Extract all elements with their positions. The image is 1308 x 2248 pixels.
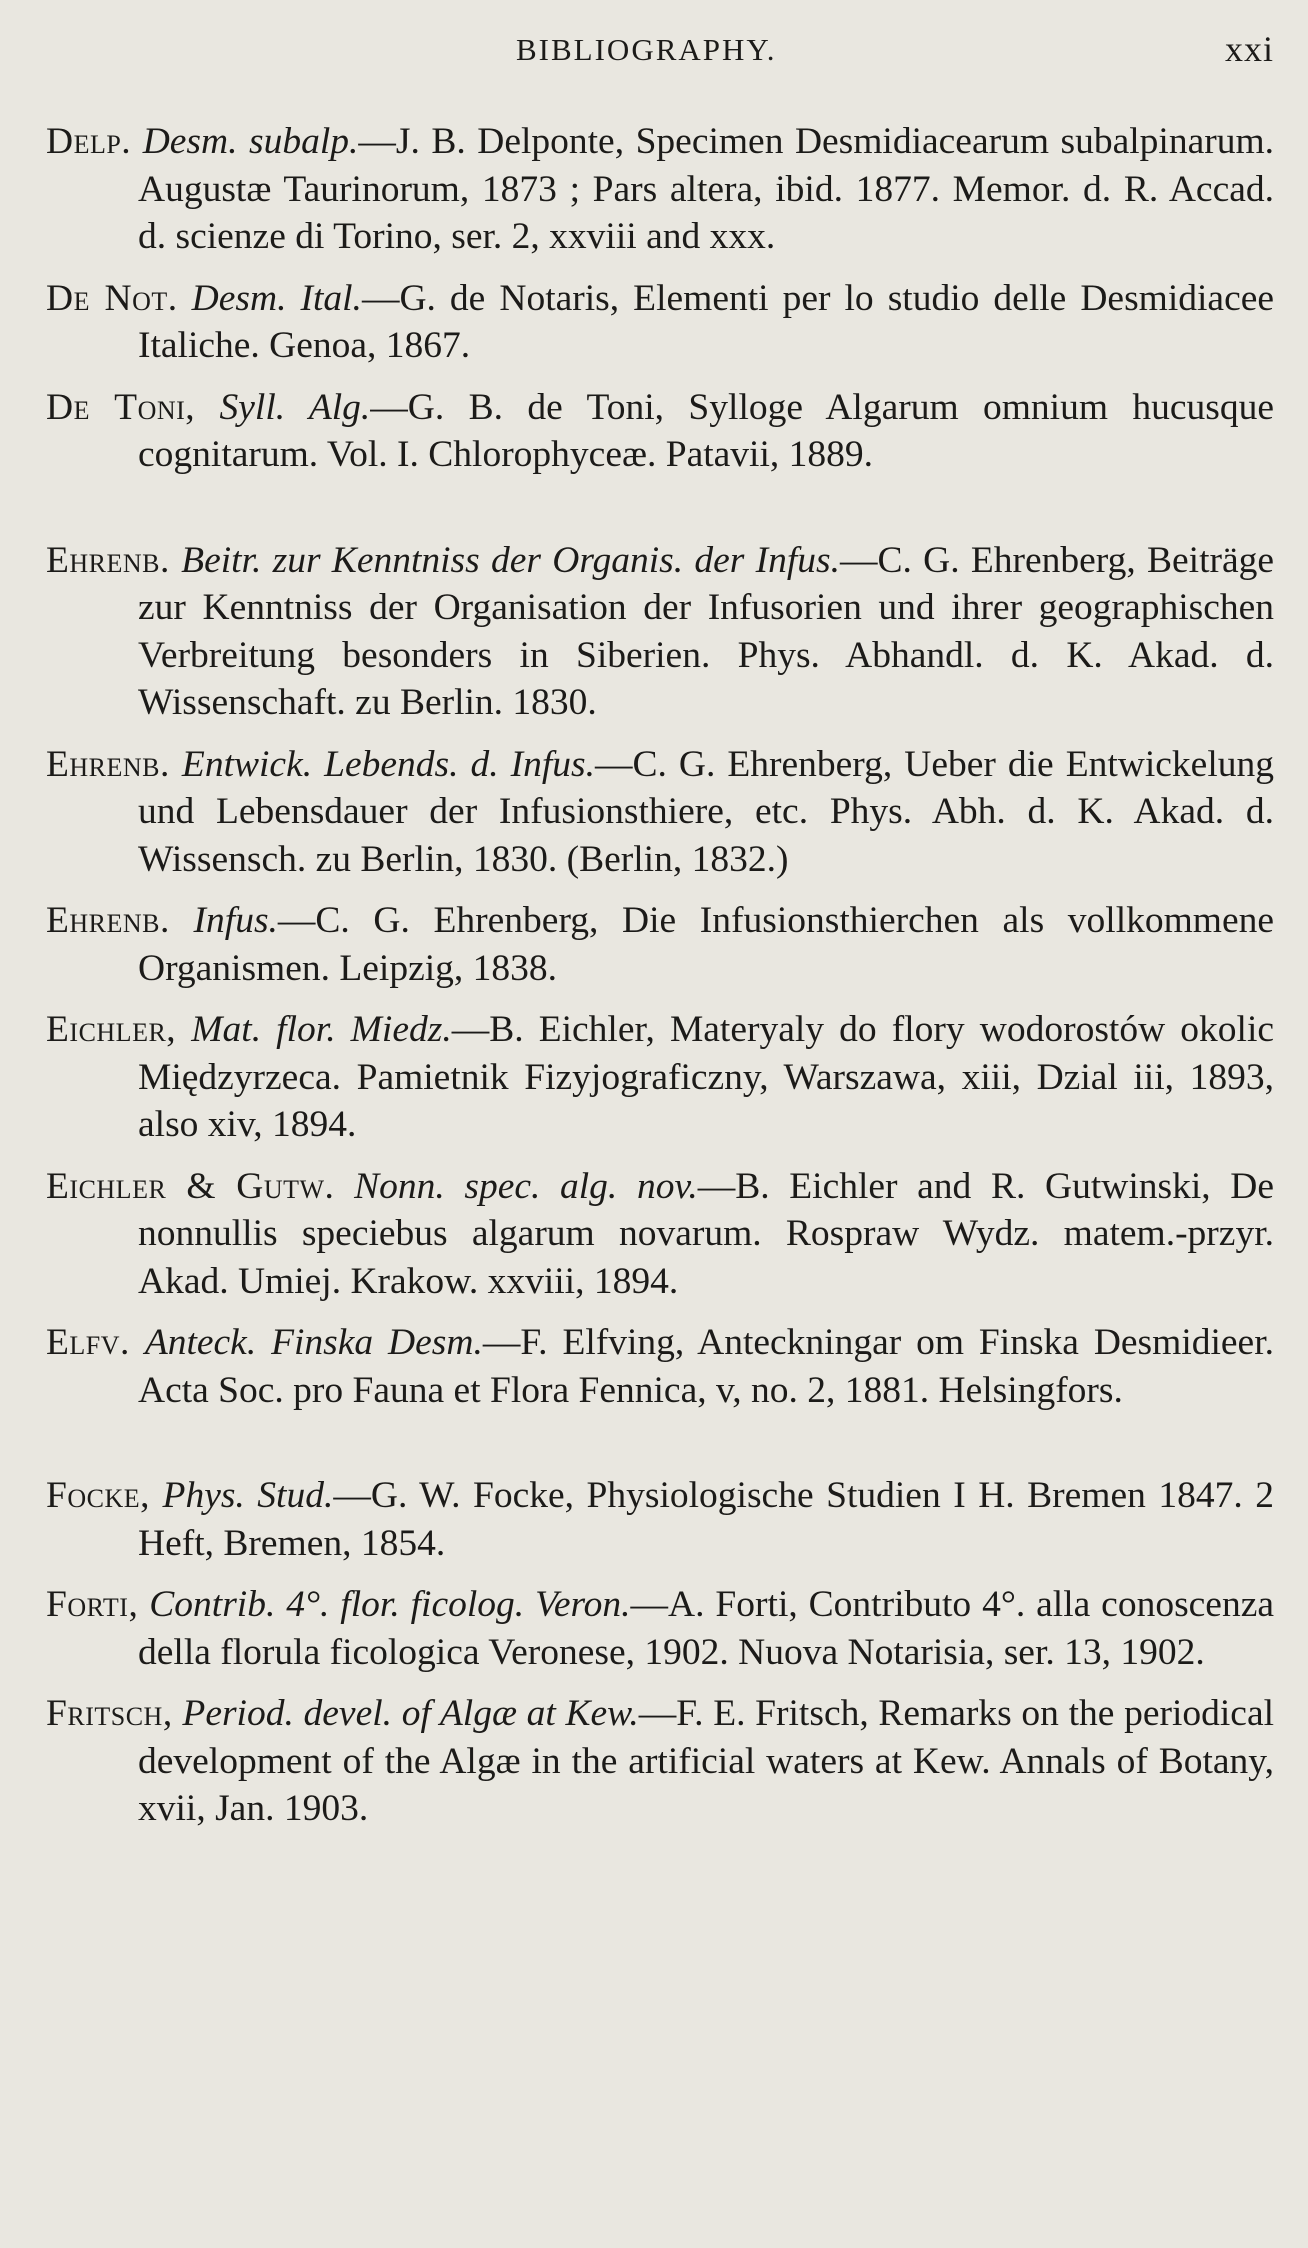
entry-short-title: Phys. Stud. — [162, 1475, 334, 1516]
bibliography-entry — [46, 897, 1274, 992]
bibliography-entry — [46, 1319, 1274, 1414]
entry-abbreviation: Elfv. — [46, 1322, 130, 1363]
entry-citation: —B. Eichler, Materyaly do flory wodorostów okolic Międzyrzeca. Pamietnik Fizyjograficzny, Warszawa, xiii, Dzial iii, 1893, also xiv, 1894. — [138, 1009, 1275, 1145]
entry-citation: —J. B. Delponte, Specimen Desmidiacearum subalpinarum. Augustæ Taurinorum, 1873 ; Pars altera, ibid. 1877. Memor. d. R. Accad. d. scienze di Torino, ser. 2, xxviii and xxx. — [138, 121, 1275, 257]
entry-short-title: Infus. — [193, 900, 278, 941]
entry-abbreviation: Focke, — [46, 1475, 151, 1516]
running-title: BIBLIOGRAPHY. — [516, 32, 777, 67]
entry-short-title: Syll. Alg. — [219, 386, 371, 428]
entry-citation: —G. B. de Toni, Sylloge Algarum omnium hucusque cognitarum. Vol. I. Chlorophyceæ. Patavii, 1889. — [138, 386, 1274, 475]
bibliography-entry — [46, 1006, 1274, 1149]
entry-citation: —B. Eichler and R. Gutwinski, De nonnullis speciebus algarum novarum. Rospraw Wydz. matem.-przyr. Akad. Umiej. Krakow. xxviii, 1894. — [138, 1165, 1274, 1302]
entry-abbreviation: Ehrenb. — [46, 900, 170, 941]
entry-abbreviation: Fritsch, — [46, 1693, 173, 1734]
entry-citation: —F. E. Fritsch, Remarks on the periodical development of the Algæ in the artificial waters at Kew. Annals of Botany, xvii, Jan. 1903. — [138, 1693, 1275, 1829]
entry-abbreviation: Delp. — [46, 121, 132, 162]
entry-citation: —C. G. Ehrenberg, Die Infusionsthierchen als vollkommene Organismen. Leipzig, 1838. — [138, 900, 1275, 989]
entry-short-title: Nonn. spec. alg. nov. — [354, 1165, 698, 1207]
entry-citation: —A. Forti, Contributo 4°. alla conoscenza della florula ficologica Veronese, 1902. Nuova Notarisia, ser. 13, 1902. — [138, 1584, 1274, 1673]
entry-short-title: Mat. flor. Miedz. — [191, 1009, 452, 1050]
entry-abbreviation: Eichler, — [46, 1009, 177, 1050]
page-header — [0, 28, 1308, 78]
bibliography-entry — [46, 537, 1274, 727]
bibliography-entry — [46, 118, 1274, 261]
bibliography-entry — [46, 384, 1274, 479]
entry-citation: —G. W. Focke, Physiologische Studien I H. Bremen 1847. 2 Heft, Bremen, 1854. — [138, 1475, 1274, 1564]
entry-short-title: Period. devel. of Algæ at Kew. — [182, 1693, 639, 1734]
page-number: xxi — [1224, 29, 1274, 69]
entry-abbreviation: Ehrenb. — [46, 539, 170, 581]
entry-citation: —G. de Notaris, Elementi per lo studio delle Desmidiacee Italiche. Genoa, 1867. — [138, 277, 1275, 366]
bibliography-entry — [46, 1581, 1274, 1676]
entry-abbreviation: Eichler & Gutw. — [46, 1165, 335, 1207]
entry-short-title: Desm. Ital. — [191, 277, 362, 319]
bibliography-entry — [46, 275, 1274, 370]
entry-abbreviation: Forti, — [46, 1584, 139, 1625]
entry-abbreviation: Ehrenb. — [46, 743, 170, 785]
bibliography-list — [46, 118, 1274, 1847]
bibliography-entry — [46, 1472, 1274, 1567]
entry-citation: —C. G. Ehrenberg, Ueber die Entwickelung und Lebensdauer der Infusionsthiere, etc. Phys. Abh. d. K. Akad. d. Wissensch. zu Berlin, 1830. (Berlin, 1832.) — [138, 743, 1274, 880]
entry-citation: —F. Elfving, Anteckningar om Finska Desmidieer. Acta Soc. pro Fauna et Flora Fennica, v, no. 2, 1881. Helsingfors. — [138, 1322, 1274, 1411]
bibliography-entry — [46, 741, 1274, 884]
bibliography-entry — [46, 1163, 1274, 1306]
entry-abbreviation: De Toni, — [46, 386, 196, 428]
bibliography-entry — [46, 1690, 1274, 1833]
entry-citation: —C. G. Ehrenberg, Beiträge zur Kenntniss der Organisation der Infusorien und ihrer geographischen Verbreitung besonders in Siberien. Phys. Abhandl. d. K. Akad. d. Wissenschaft. zu Berlin. 1830. — [138, 539, 1275, 723]
entry-abbreviation: De Not. — [46, 277, 178, 319]
entry-short-title: Entwick. Lebends. d. Infus. — [181, 743, 595, 785]
entry-short-title: Beitr. zur Kenntniss der Organis. der Infus. — [181, 539, 841, 581]
entry-short-title: Desm. subalp. — [142, 121, 359, 162]
entry-short-title: Contrib. 4°. flor. ficolog. Veron. — [149, 1584, 631, 1625]
entry-short-title: Anteck. Finska Desm. — [144, 1322, 483, 1363]
